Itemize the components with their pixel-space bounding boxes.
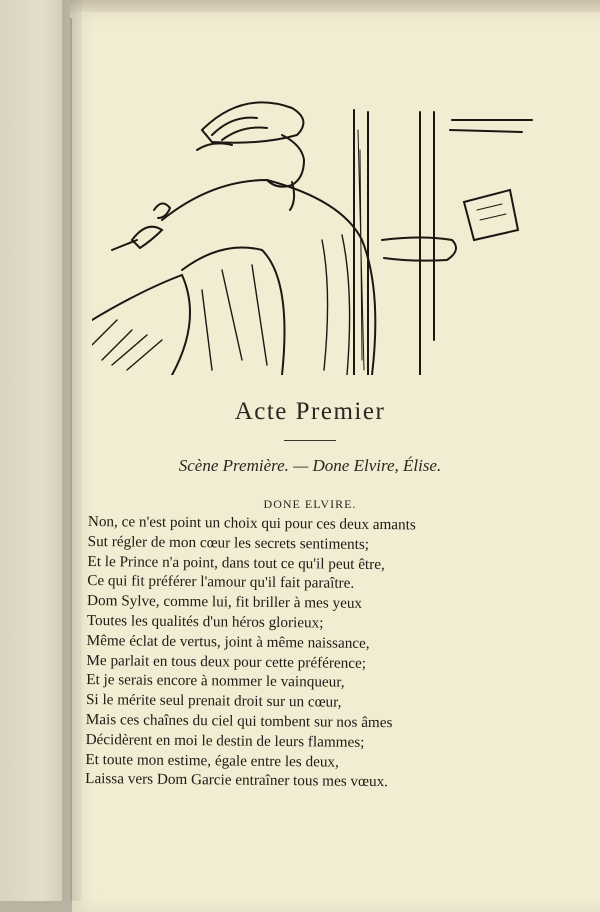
verse-line: Et le Prince n'a point, dans tout ce qu'il peut être, bbox=[87, 552, 385, 573]
verse-block bbox=[85, 512, 508, 794]
verse-line: Ce qui fit préférer l'amour qu'il fait paraître. bbox=[87, 572, 355, 593]
verse-line: Décidèrent en moi le destin de leurs flammes; bbox=[85, 730, 365, 751]
verse-line: Et je serais encore à nommer le vainqueur, bbox=[86, 671, 345, 692]
act-title: Acte Premier bbox=[234, 398, 386, 425]
verse-line: Mais ces chaînes du ciel qui tombent sur nos âmes bbox=[85, 710, 393, 732]
left-page-edge bbox=[0, 0, 70, 901]
verse-line: Dom Sylve, comme lui, fit briller à mes yeux bbox=[86, 592, 363, 613]
title-divider bbox=[284, 440, 336, 441]
book-gutter bbox=[62, 0, 82, 901]
speaker-name: DONE ELVIRE. bbox=[263, 497, 357, 511]
verse-line: Et toute mon estime, égale entre les deux, bbox=[85, 750, 339, 771]
verse-line: Laissa vers Dom Garcie entraîner tous mes vœux. bbox=[85, 770, 389, 791]
verse-line: Même éclat de vertus, joint à même naissance, bbox=[86, 631, 370, 652]
verse-line: Non, ce n'est point un choix qui pour ces deux amants bbox=[87, 512, 416, 534]
cavalier-illustration bbox=[92, 90, 542, 375]
verse-line: Sut régler de mon cœur les secrets sentiments; bbox=[87, 532, 370, 553]
verse-line: Me parlait en tous deux pour cette préférence; bbox=[86, 651, 367, 672]
scene-title: Scène Première. — Done Elvire, Élise. bbox=[178, 456, 442, 475]
verse-line: Si le mérite seul prenait droit sur un cœur, bbox=[85, 691, 342, 711]
verse-line: Toutes les qualités d'un héros glorieux; bbox=[86, 611, 324, 632]
